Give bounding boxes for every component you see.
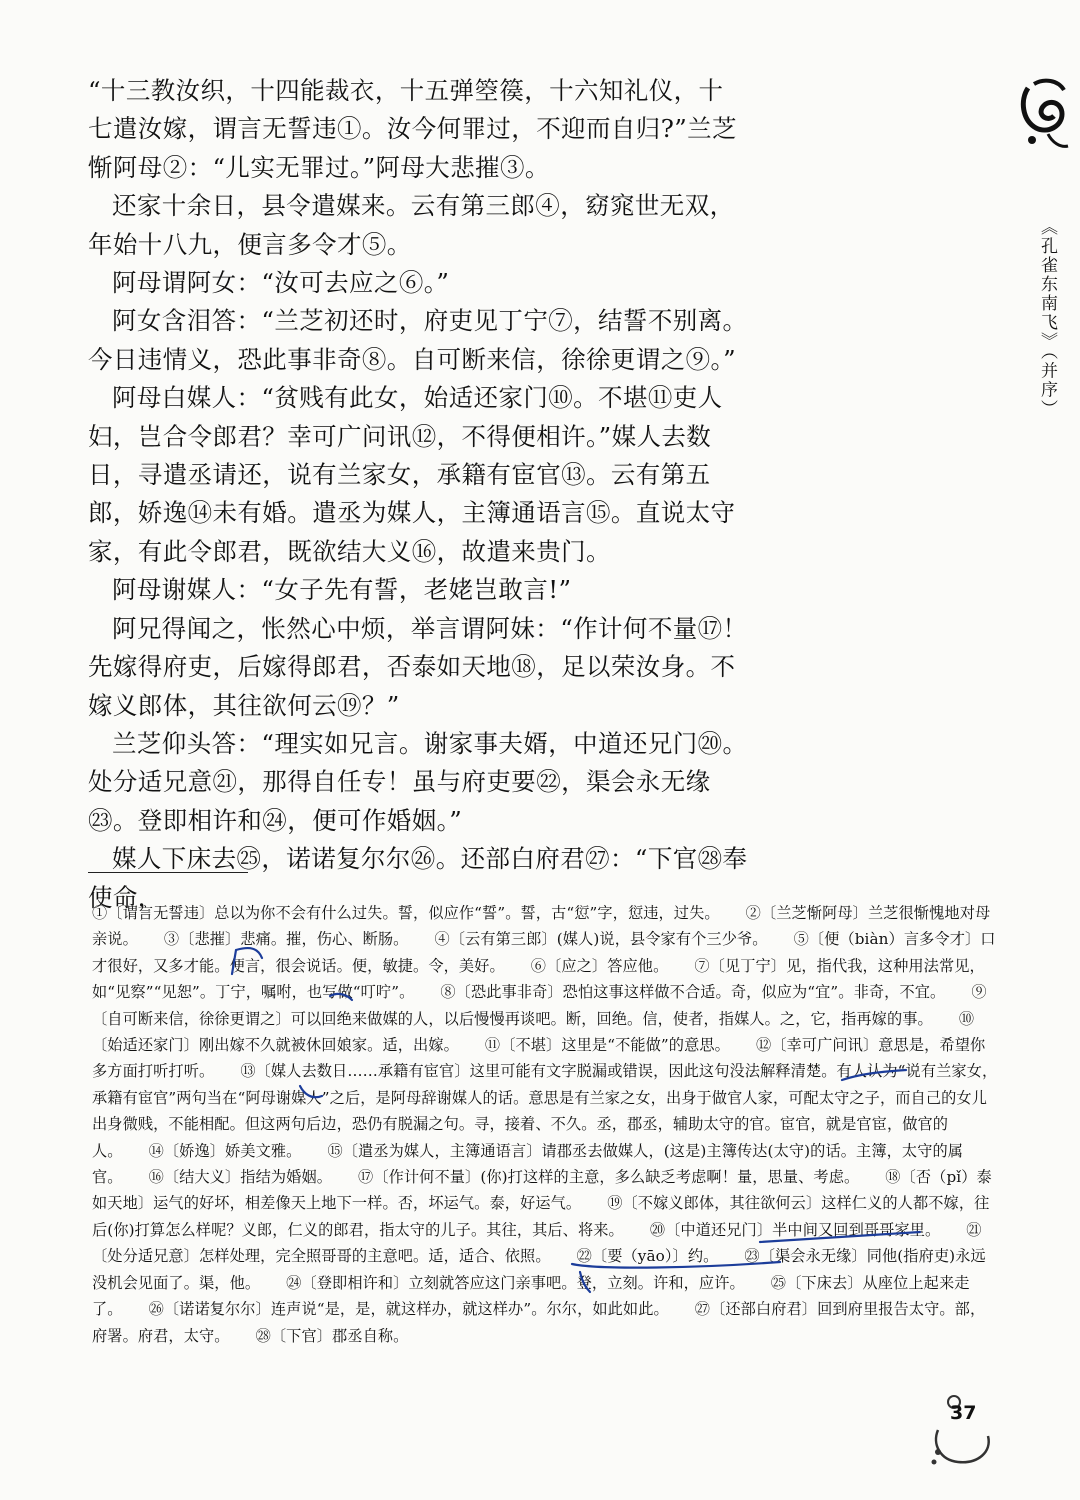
footnote: ⑧〔恐此事非奇〕恐怕这事这样做不合适。奇，似应为“宜”。非奇，不宜。: [440, 983, 946, 1002]
side-running-title: 《孔雀东南飞》（并序）: [1037, 218, 1057, 419]
footnote: ⑬〔媒人去数日……承籍有宦官〕这里可能有文字脱漏或错误，因此这句没法解释清楚。有人认为“说有兰家女，承籍有宦官”两句当在“阿母谢媒人”之后，是阿母辞谢媒人的话。意思是有兰家之女，出身于做官人家，可配太守之子，而自己的女儿出身微贱，不能相配。但这两句后边，恐仍有脱漏之句。寻，接着、不久。丞，郡丞，辅助太守的官。宦官，就是官宦，做官的人。: [92, 1062, 998, 1160]
footnote: ㉓〔渠会永无缘〕同他(指府吏)永远没机会见面了。渠，他。: [92, 1247, 986, 1292]
footnote: ㉘〔下官〕郡丞自称。: [255, 1326, 409, 1345]
footnote: ⑦〔见丁宁〕见，指代我，这种用法常见，如“见察”“见恕”。丁宁，嘱咐，也写做“叮咛”。: [92, 956, 985, 1002]
decorative-ornament-icon: [1018, 76, 1072, 156]
paragraph: 还家十余日，县令遣媒来。云有第三郎④，窈窕世无双，年始十八九，便言多令才⑤。: [88, 191, 735, 259]
footnote: ㉑〔处分适兄意〕怎样处理，完全照哥哥的主意吧。适，适合、依照。: [92, 1220, 982, 1266]
footnote: ⑯〔结大义〕指结为婚姻。: [148, 1168, 333, 1187]
footnote: ⑪〔不堪〕这里是“不能做”的意思。: [484, 1036, 730, 1055]
footnote: ㉖〔诺诺复尔尔〕连声说“是，是，就这样办，就这样办”。尔尔，如此如此。: [148, 1300, 669, 1319]
footnote: ㉒〔要（yāo）〕约。: [576, 1247, 719, 1266]
footnote: ⑲〔不嫁义郎体，其往欲何云〕这样仁义的人都不嫁，往后(你)打算怎么样呢？义郎，仁义的郎君，指太守的儿子。其往，其后、将来。: [92, 1194, 990, 1239]
footnote: ⑭〔娇逸〕娇美文雅。: [148, 1141, 302, 1160]
paragraph: 阿母谢媒人：“女子先有誓，老姥岂敢言!”: [112, 575, 572, 605]
footnote: ②〔兰芝惭阿母〕兰芝很惭愧地对母亲说。: [92, 904, 991, 949]
footnote: ⑳〔中道还兄门〕半中间又回到哥哥家里。: [649, 1220, 941, 1239]
paragraph: 阿母白媒人：“贫贱有此女，始适还家门⑩。不堪⑪吏人妇，岂合令郎君？幸可广问讯⑫，不得便相许。”媒人去数日，寻遣丞请还，说有兰家女，承籍有宦官⑬。云有第五郎，娇逸⑭未有婚。遣丞为媒人，主簿通语言⑮。直说太守家，有此令郎君，既欲结大义⑯，故遣来贵门。: [88, 383, 736, 566]
paragraph: 阿兄得闻之，怅然心中烦，举言谓阿妹：“作计何不量⑰！先嫁得府吏，后嫁得郎君，否泰如天地⑱，足以荣汝身。不嫁义郎体，其往欲何云⑲？”: [88, 613, 748, 720]
footnote: ③〔悲摧〕悲痛。摧，伤心、断肠。: [163, 930, 409, 949]
page-number: 37: [950, 1402, 977, 1424]
footnote: ㉔〔登即相许和〕立刻就答应这门亲事吧。登，立刻。许和，应许。: [286, 1273, 745, 1292]
paragraph: 阿母谓阿女：“汝可去应之⑥。”: [112, 268, 450, 298]
footnote: ⑤〔便（biàn）言多令才〕口才很好，又多才能。便言，很会说话。便，敏捷。令，美好。: [92, 930, 996, 975]
footnote: ㉕〔下床去〕从座位上起来走了。: [92, 1273, 970, 1319]
footnotes: [92, 900, 1000, 1349]
footnote: ⑮〔遣丞为媒人，主簿通语言〕请郡丞去做媒人，(这是)主簿传达(太守)的话。主簿，太守的属官。: [92, 1141, 964, 1187]
footnote: ⑫〔幸可广问讯〕意思是，希望你多方面打听打听。: [92, 1036, 986, 1081]
paragraph: “十三教汝织，十四能裁衣，十五弹箜篌，十六知礼仪，十七遣汝嫁，谓言无誓违①。汝今何罪过，不迎而自归?”兰芝惭阿母②：“儿实无罪过。”阿母大悲摧③。: [88, 76, 737, 182]
footnote: ④〔云有第三郎〕(媒人)说，县令家有个三少爷。: [434, 930, 768, 949]
paragraph: 兰芝仰头答：“理实如兄言。谢家事夫婿，中道还兄门⑳。处分适兄意㉑，那得自任专！虽与府吏要㉒，渠会永无缘㉓。登即相许和㉔，便可作婚姻。”: [88, 728, 748, 835]
footnote: ⑰〔作计何不量〕(你)打这样的主意，多么缺乏考虑啊！量，思量、考虑。: [358, 1168, 860, 1187]
paragraph: 阿女含泪答：“兰芝初还时，府吏见丁宁⑦，结誓不别离。今日违情义，恐此事非奇⑧。自可断来信，徐徐更谓之⑨。”: [88, 306, 748, 374]
footnote: ⑨〔自可断来信，徐徐更谓之〕可以回绝来做媒的人，以后慢慢再谈吧。断，回绝。信，使者，指媒人。之，它，指再嫁的事。: [92, 983, 987, 1028]
footnote: ⑱〔否（pǐ）泰如天地〕运气的好坏，相差像天上地下一样。否，坏运气。泰，好运气。: [92, 1168, 992, 1213]
footnote: ⑩〔始适还家门〕刚出嫁不久就被休回娘家。适，出嫁。: [92, 1009, 975, 1055]
main-poem-text: [88, 72, 748, 917]
footnote: ⑥〔应之〕答应他。: [530, 956, 669, 975]
paragraph: 媒人下床去㉕，诺诺复尔尔㉖。还部白府君㉗：“下官㉘奉使命，: [88, 844, 748, 912]
footnote: ㉗〔还部白府君〕回到府里报告太守。部，府署。府君，太守。: [92, 1300, 986, 1345]
footnote: ①〔谓言无誓违〕总以为你不会有什么过失。誓，似应作“誓”。誓，古“愆”字，愆违，过失。: [92, 904, 720, 922]
footnote-divider: [88, 872, 248, 873]
